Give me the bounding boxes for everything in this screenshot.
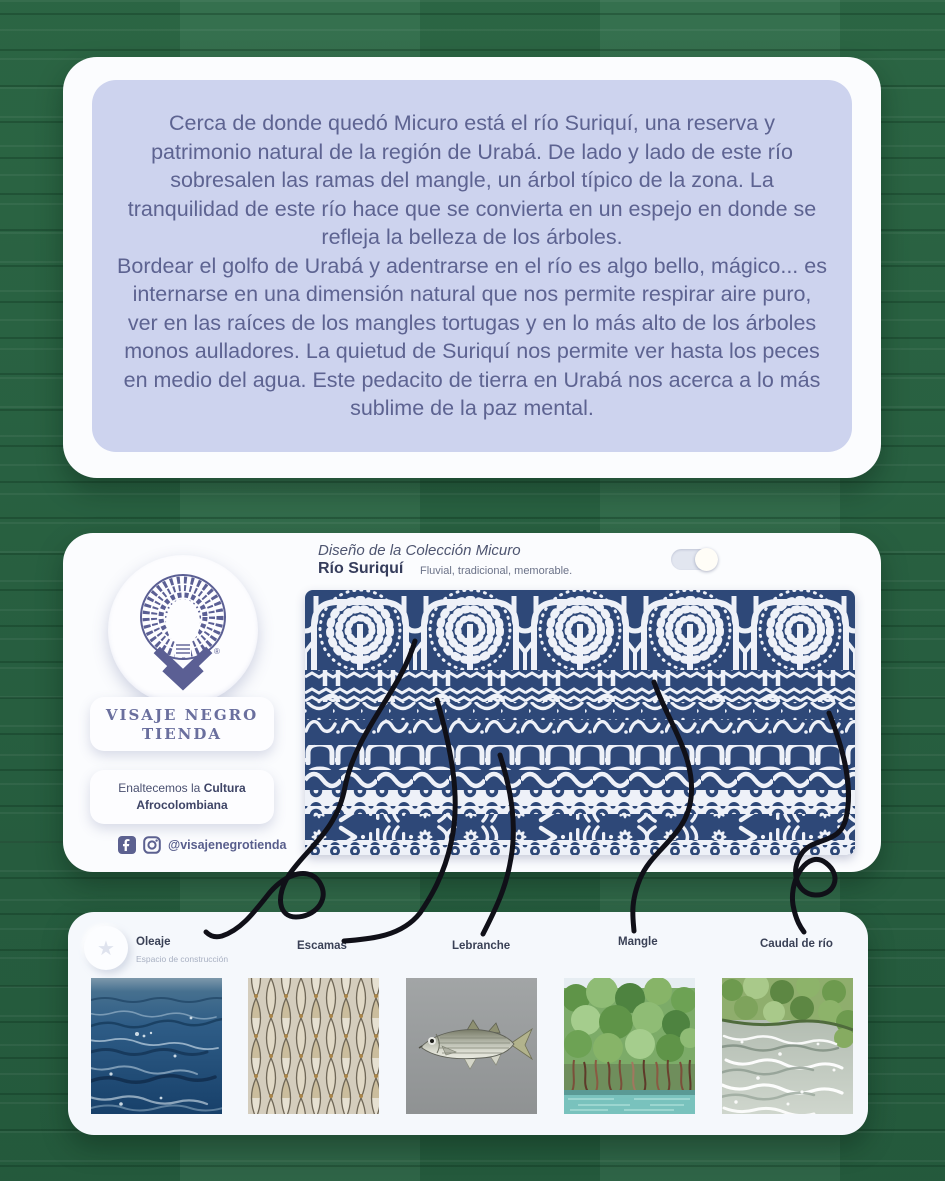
svg-text:®: ® [214,647,220,656]
mangle-photo [564,978,695,1114]
brand-name-line2: TIENDA [142,725,222,743]
caudal-de-rio-photo [722,978,853,1114]
collection-label: Diseño de la Colección Micuro [318,542,521,559]
brand-name-card [90,697,274,751]
design-card [63,533,881,872]
lebranche-photo [406,978,537,1114]
story-card [63,57,881,478]
design-tagline: Fluvial, tradicional, memorable. [420,565,573,577]
gallery-item-label: Oleaje [136,936,171,948]
textile-pattern [305,590,855,855]
gallery-item-sublabel: Espacio de construcción [136,954,229,964]
visaje-negro-logo-icon [108,555,258,705]
brand-logo [108,555,258,705]
instagram-icon[interactable] [143,836,161,854]
toggle-knob [695,548,718,571]
gallery-item-label: Escamas [297,940,347,952]
design-name: Río Suriquí [318,560,404,577]
motto-prefix: Enaltecemos la [118,781,204,795]
brand-name-line1: VISAJE NEGRO [105,706,259,724]
gallery-item-label: Caudal de río [760,938,833,950]
rio-suriqui-pattern-art [305,590,855,855]
story-paragraph-1: Cerca de donde quedó Micuro está el río Suriquí, una reserva y patrimonio natural de la región de Urabá. De lado y lado de este río sobresalen las ramas del mangle, un árbol típico de la zona. La tranquilidad de este río hace que se convierta en un espejo en donde se refleja la belleza de los árboles. [127,111,817,250]
story-panel [92,80,852,452]
star-icon: ★ [84,926,128,970]
gallery-card [68,912,868,1135]
pattern-toggle[interactable] [671,549,718,570]
social-row [118,836,286,854]
gallery-item-label: Mangle [618,936,658,948]
motto-bold-1: Cultura [203,781,246,795]
story-paragraph-2: Bordear el golfo de Urabá y adentrarse en el río es algo bello, mágico... es internarse en una dimensión natural que nos permite respirar aire puro, ver en las raíces de los mangles tortugas y en lo más alto de los árboles monos aulladores. La quietud de Suriquí nos permite ver hasta los peces en medio del agua. Este pedacito de tierra en Urabá nos acerca a lo más sublime de la paz mental. [117,253,827,421]
motto-bold-2: Afrocolombiana [136,798,228,812]
oleaje-photo [91,978,222,1114]
escamas-photo [248,978,379,1114]
gallery-item-label: Lebranche [452,940,511,952]
brand-motto-card [90,770,274,824]
facebook-icon[interactable] [118,836,136,854]
social-handle[interactable]: @visajenegrotienda [168,838,287,852]
